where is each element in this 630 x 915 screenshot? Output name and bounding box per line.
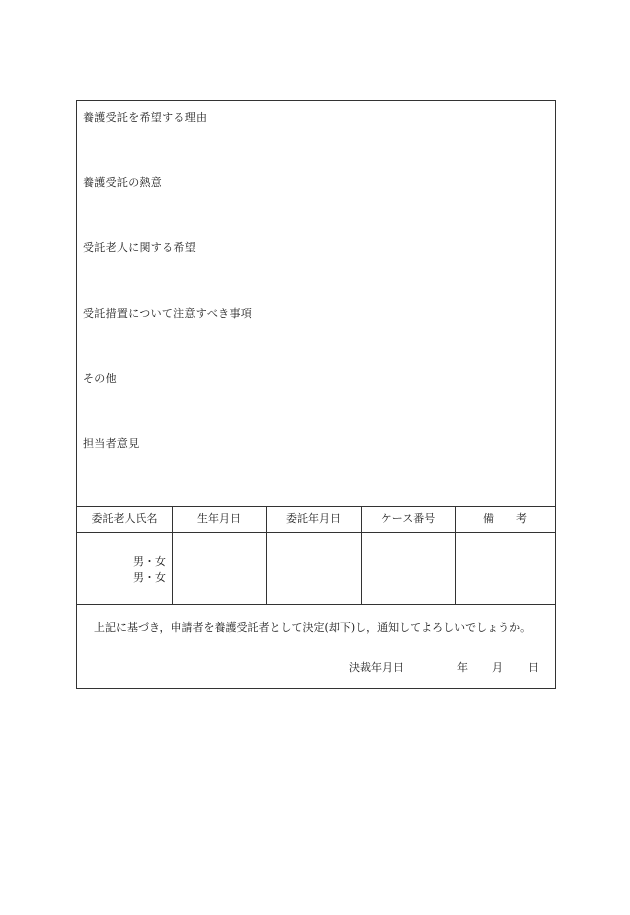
header-case-number: ケース番号 xyxy=(380,512,436,525)
section-enthusiasm-label: 養護受託の熱意 xyxy=(83,176,163,189)
sex-option: 男・女 xyxy=(133,571,166,584)
month-label: 月 xyxy=(492,661,503,674)
section-wishes-label: 受託老人に関する希望 xyxy=(83,241,196,254)
header-birth-date: 生年月日 xyxy=(197,512,241,525)
sex-option: 男・女 xyxy=(133,555,166,568)
decision-statement: 上記に基づき，申請者を養護受託者として決定(却下)し，通知してよろしいでしょうか。 xyxy=(94,621,532,634)
header-consignment-date: 委託年月日 xyxy=(286,512,341,525)
header-remarks: 備 考 xyxy=(483,512,527,525)
year-label: 年 xyxy=(457,661,468,674)
section-notes-label: 受託措置について注意すべき事項 xyxy=(83,307,253,320)
table-bottom-border xyxy=(77,604,555,605)
table-header-divider xyxy=(77,532,555,533)
decision-date-label: 決裁年月日 xyxy=(349,661,404,674)
section-other-label: その他 xyxy=(83,372,117,385)
day-label: 日 xyxy=(528,661,539,674)
section-officer-opinion-label: 担当者意見 xyxy=(83,437,140,450)
section-reason-label: 養護受託を希望する理由 xyxy=(83,111,208,124)
header-elder-name: 委託老人氏名 xyxy=(91,512,158,525)
application-form xyxy=(76,100,556,689)
